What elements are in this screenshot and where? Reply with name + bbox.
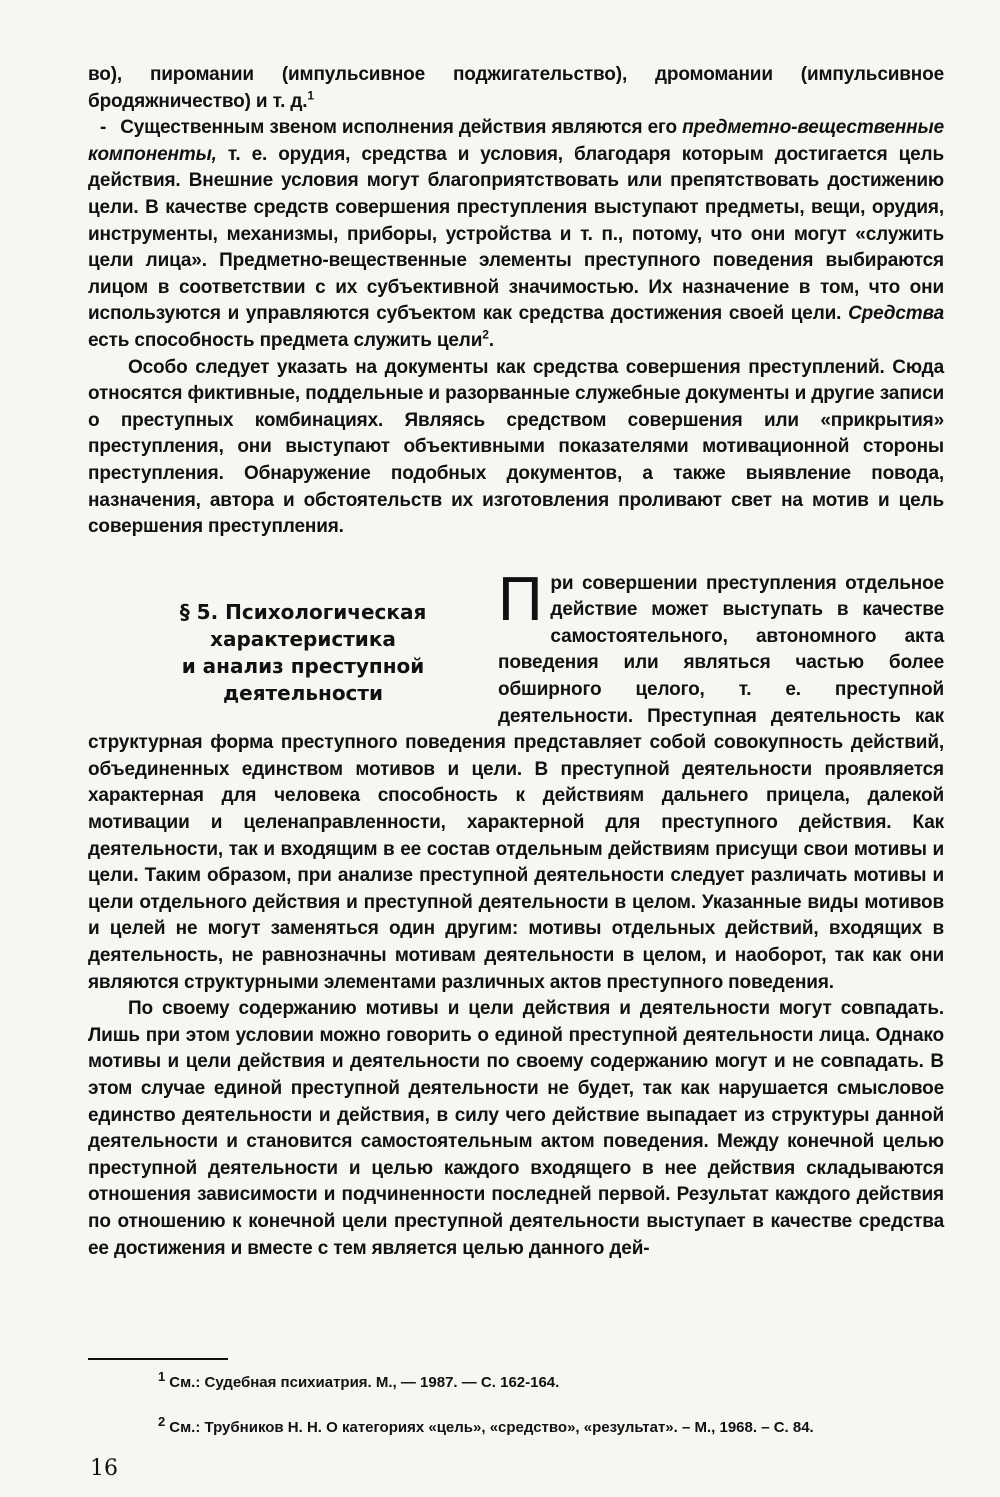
- paragraph-means-components: - Существенным звеном исполнения действия являются его предметно-вещественные компоненты, т. е. орудия, средства и условия, благодаря которым достигается цель действия. Внешние условия могут благоприятствовать или препятствовать достижению цели. В качестве средств совершения преступления выступают предметы, вещи, орудия, инструменты, механизмы, приборы, устройства и т. п., потому, что они могут «служить цели лица». Предметно-вещественные элементы преступного поведения выбираются лицом в соответствии с их субъективной значимостью. Их назначение в том, что они используются и управляются субъектом как средства достижения своей цели. Средства есть способность предмета служить цели$^2$.: [88, 117, 944, 351]
- paragraph-criminal-activity: При совершении преступления отдельное действие может выступать в качестве самостоятельного, автономного акта поведения или являться частью более обширного целого, т. е. преступной деятельности. Преступная деятельность как структурная форма преступного поведения представляет собой совокупность действий, объединенных единством мотивов и цели. В преступной деятельности проявляется характерная для человека способность к действиям дальнего прицела, далекой мотивации и целенаправленности, характерной для преступного действия. Как деятельности, так и входящим в ее состав отдельным действиям присущи свои мотивы и цели. Таким образом, при анализе преступной деятельности следует различать мотивы и цели отдельного действия и преступной деятельности в целом. Указанные виды мотивов и целей не могут заменяться один другим: мотивы отдельных действий, входящих в деятельность, не равнозначны мотивам деятельности в целом, и наоборот, так как они являются структурными элементами различных актов преступного поведения.: [88, 564, 944, 993]
- footnote-1: $^1$ См.: Судебная психиатрия. М., — 1987. — С. 162-164.: [158, 1369, 560, 1391]
- page-number: 16: [90, 1456, 118, 1481]
- section-5-block: [88, 564, 944, 997]
- paragraph-documents: Особо следует указать на документы как средства совершения преступлений. Сюда относятся фиктивные, поддельные и разорванные служебные документы и другие записи о преступных комбинациях. Являясь средством совершения или «прикрытия» преступления, они выступают объективными показателями мотивационной стороны преступления. Обнаружение подобных документов, а также выявление повода, назначения, автора и обстоятельств их изготовления проливают свет на мотив и цель совершения преступления.: [88, 356, 944, 538]
- footnotes: [140, 1369, 944, 1462]
- section-heading: § 5. Психологическая характеристика и анализ преступной деятельности: [179, 599, 427, 705]
- footnote-ref-1: 1: [307, 88, 314, 103]
- paragraph-motives-coincide: По своему содержанию мотивы и цели действия и деятельности могут совпадать. Лишь при этом условии можно говорить о единой преступной деятельности лица. Однако мотивы и цели действия и деятельности по своему содержанию могут и не совпадать. В этом случае единой преступной деятельности не будет, так как нарушается смысловое единство деятельности и действия, в силу чего действие выпадает из структуры данной деятельности и становится самостоятельным актом поведения. Между конечной целью преступной деятельности и целью каждого входящего в нее действия складываются отношения зависимости и подчиненности последней первой. Результат каждого действия по отношению к конечной цели преступной деятельности выступает в качестве средства ее достижения и вместе с тем является целью данного дей-: [88, 998, 944, 1259]
- intro-paragraph: во), пиромании (импульсивное поджигательство), дромомании (импульсивное бродяжничество) и т. д.$^1$: [88, 64, 944, 112]
- emphasis-means: Средства: [848, 303, 944, 325]
- emphasis-term: предметно-вещественные компоненты,: [88, 117, 944, 165]
- list-dash: -: [100, 117, 107, 139]
- drop-cap: П: [498, 564, 543, 634]
- footnote-divider: [88, 1358, 228, 1360]
- footnote-2: $^2$ См.: Трубников Н. Н. О категориях «цель», «средство», «результат». – М., 1968. – С. 84.: [158, 1414, 814, 1436]
- footnote-ref-2: 2: [482, 327, 489, 342]
